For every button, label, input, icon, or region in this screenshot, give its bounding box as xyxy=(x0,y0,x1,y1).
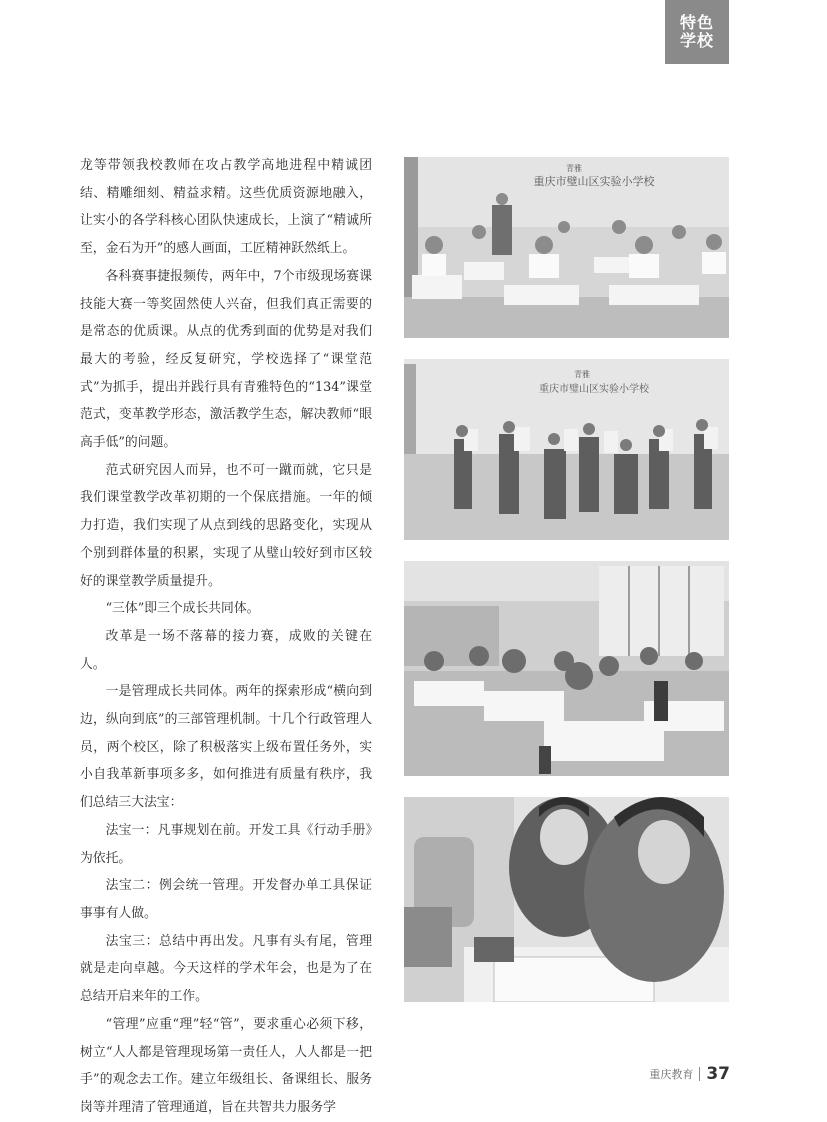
classroom-reading-photo xyxy=(404,157,729,338)
paragraph: “管理”应重“理”轻“管”，要求重心必须下移，树立“人人都是管理现场第一责任人，人人都是一把手”的观念去工作。建立年级组长、备课组长、服务岗等并理清了管理通道，旨在共智共力服务学 xyxy=(80,1016,372,1115)
article-body xyxy=(80,152,372,1122)
students-closeup-photo xyxy=(404,797,729,1002)
section-tab xyxy=(665,0,729,64)
paragraph: 一是管理成长共同体。两年的探索形成“横向到边，纵向到底”的三部管理机制。十几个行政管理人员，两个校区，除了积极落实上级布置任务外，实小自我革新事项多多，如何推进有质量有秩序，我们总结三大法宝： xyxy=(80,684,372,811)
photo1-banner: 重庆市璧山区实验小学校 xyxy=(533,175,655,188)
paragraph: “三体”即三个成长共同体。 xyxy=(105,601,260,617)
magazine-name: 重庆教育 xyxy=(649,1068,694,1081)
paragraph: 龙等带领我校教师在攻占教学高地进程中精诚团结、精雕细刻、精益求精。这些优质资源地融入，让实小的各学科核心团队快速成长，上演了“精诚所至，金石为开”的感人画面，工匠精神跃然纸上。 xyxy=(80,158,372,257)
photo2-banner: 重庆市璧山区实验小学校 xyxy=(539,384,649,395)
photo2-emblem: 青雅 xyxy=(574,370,590,379)
paragraph: 法宝二：例会统一管理。开发督办单工具保证事事有人做。 xyxy=(80,878,372,921)
paragraph: 改革是一场不落幕的接力赛，成败的关键在人。 xyxy=(80,628,372,672)
page-number: 37 xyxy=(706,1064,730,1084)
section-tab-line2: 学校 xyxy=(679,31,714,50)
paragraph: 法宝三：总结中再出发。凡事有头有尾，管理就是走向卓越。今天这样的学术年会，也是为了在总结开启来年的工作。 xyxy=(80,933,372,1005)
paragraph: 范式研究因人而异，也不可一蹴而就，它只是我们课堂教学改革初期的一个保底措施。一年的倾力打造，我们实现了从点到线的思路变化，实现从个别到群体量的积累，实现了从璧山较好到市区较好的课堂教学质量提升。 xyxy=(80,462,372,589)
footer-divider xyxy=(699,1067,700,1081)
photo1-emblem: 青雅 xyxy=(566,164,582,173)
paragraph: 各科赛事捷报频传，两年中，7个市级现场赛课技能大赛一等奖固然使人兴奋，但我们真正需要的是常态的优质课。从点的优秀到面的优势是对我们最大的考验，经反复研究，学校选择了“课堂范式”为抓手，提出并践行具有青雅特色的“134”课堂范式，变革教学形态，激活教学生态，解决教师“眼高手低”的问题。 xyxy=(80,268,372,451)
section-tab-line1: 特色 xyxy=(679,13,714,32)
students-group-photo xyxy=(404,359,729,540)
classroom-activity-photo xyxy=(404,561,729,776)
page-footer xyxy=(600,1064,730,1084)
paragraph: 法宝一：凡事规划在前。开发工具《行动手册》为依托。 xyxy=(80,822,372,866)
